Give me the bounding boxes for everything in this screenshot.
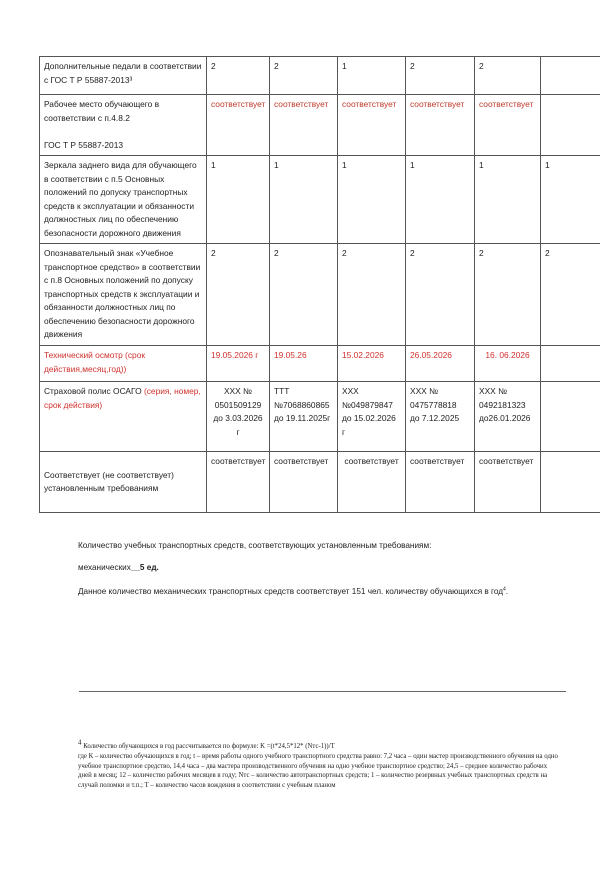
table-cell: 2 (338, 244, 406, 346)
row-label: Опознавательный знак «Учебное транспортное средство» в соответствии с п.8 Основных положений по допуску транспортных средств к эксплуатации и обязанности должностных лиц по обеспечению безопасности дорожного движения (40, 244, 207, 346)
table-cell: XXX № 0501509129 до 3.03.2026 г (207, 382, 270, 452)
table-row (40, 452, 600, 513)
table-cell: соответствует (406, 452, 475, 513)
table-cell: 1 (270, 156, 338, 244)
table-cell (541, 452, 600, 513)
table-cell: 1 (541, 156, 600, 244)
table-cell: соответствует (270, 95, 338, 156)
row-label (40, 382, 207, 452)
table-cell (541, 57, 600, 95)
table-cell: 2 (207, 57, 270, 95)
summary-line-1: Количество учебных транспортных средств, соответствующих установленным требованиям: (78, 541, 432, 550)
table-cell: TTT №7068860865 до 19.11.2025г (270, 382, 338, 452)
table-cell: 2 (406, 57, 475, 95)
table-cell: 1 (207, 156, 270, 244)
table-cell: 2 (270, 244, 338, 346)
row-label: Соответствует (не соответствует) установленным требованиям (40, 452, 207, 513)
row-label: Зеркала заднего вида для обучающего в соответствии с п.5 Основных положений по допуску транспортных средств к эксплуатации и обязанности должностных лиц по обеспечению безопасности дорожного движения (40, 156, 207, 244)
table-cell: 19.05.2026 г (207, 346, 270, 382)
row-label-main: Страховой полис ОСАГО (44, 386, 144, 396)
row-label-note: (серия, номер, срок действия) (44, 386, 201, 410)
table-cell: 2 (475, 244, 541, 346)
table-cell (541, 346, 600, 382)
table-cell: 2 (207, 244, 270, 346)
footnote-separator (79, 691, 566, 692)
table-cell: 1 (475, 156, 541, 244)
table-row (40, 382, 600, 452)
table-cell: соответствует (475, 452, 541, 513)
table-cell: соответствует (475, 95, 541, 156)
footnote-number: 4 (78, 738, 82, 747)
footnote (78, 738, 558, 791)
table-cell: 2 (541, 244, 600, 346)
table-cell: 15.02.2026 (338, 346, 406, 382)
footnote-formula-text: Количество обучающихся в год рассчитывается по формуле: K =(t*24,5*12* (Nтс-1))/T (81, 743, 335, 750)
summary-line-2 (78, 563, 159, 572)
table-row (40, 95, 600, 156)
row-label: Рабочее место обучающего в соответствии с п.4.8.2 ГОС Т Р 55887-2013 (40, 95, 207, 156)
table-cell: XXX № 0475778818 до 7.12.2025 (406, 382, 475, 452)
footnote-body: где К – количество обучающихся в год; t – время работы одного учебного транспортного средства равно: 7,2 часа – один мастер производственного обучения на одно учебное транспортное средство, 14,4 часа – два мастера производственного обучения на одно учебное транспортное средство; 24,5 – среднее количество рабочих дней в месяц; 12 – количество рабочих месяцев в году; Nтс – количество автотранспортных средств; 1 – количество резервных учебных транспортных средств на случай поломки и т.п.; Т – количество часов вождения в соответствии с учебным планом (78, 752, 558, 790)
vehicles-table (39, 56, 600, 513)
footnote-ref: 4 (502, 586, 506, 593)
table-row (40, 57, 600, 95)
summary-line-3-text: Данное количество механических транспортных средств соответствует 151 чел. количеству обучающихся в год (78, 587, 503, 596)
table-row (40, 244, 600, 346)
table-cell: XXX №049879847 до 15.02.2026 г (338, 382, 406, 452)
table-cell: XXX № 0492181323 до26.01.2026 (475, 382, 541, 452)
table-row (40, 156, 600, 244)
table-cell: 2 (270, 57, 338, 95)
table-cell: соответствует (338, 452, 406, 513)
summary-count: __5 ед. (130, 563, 159, 572)
table-cell: 1 (338, 57, 406, 95)
summary-line-3 (78, 587, 508, 596)
table-cell: 1 (338, 156, 406, 244)
table-cell (541, 382, 600, 452)
row-label: Дополнительные педали в соответствии с ГОС Т Р 55887-2013³ (40, 57, 207, 95)
table-cell: 16. 06.2026 (475, 346, 541, 382)
table-row (40, 346, 600, 382)
table-cell: соответствует (338, 95, 406, 156)
summary-line-2-prefix: механических (78, 563, 131, 572)
table-cell: 26.05.2026 (406, 346, 475, 382)
table-cell: соответствует (207, 95, 270, 156)
table-cell: 1 (406, 156, 475, 244)
table-cell: соответствует (270, 452, 338, 513)
row-label: Технический осмотр (срок действия,месяц,год)) (40, 346, 207, 382)
table-cell: 2 (406, 244, 475, 346)
table-cell: соответствует (406, 95, 475, 156)
summary-line-3-end: . (505, 587, 509, 596)
table-cell: соответствует (207, 452, 270, 513)
table-cell (541, 95, 600, 156)
table-cell: 2 (475, 57, 541, 95)
footnote-formula (78, 738, 558, 752)
table-cell: 19.05.26 (270, 346, 338, 382)
